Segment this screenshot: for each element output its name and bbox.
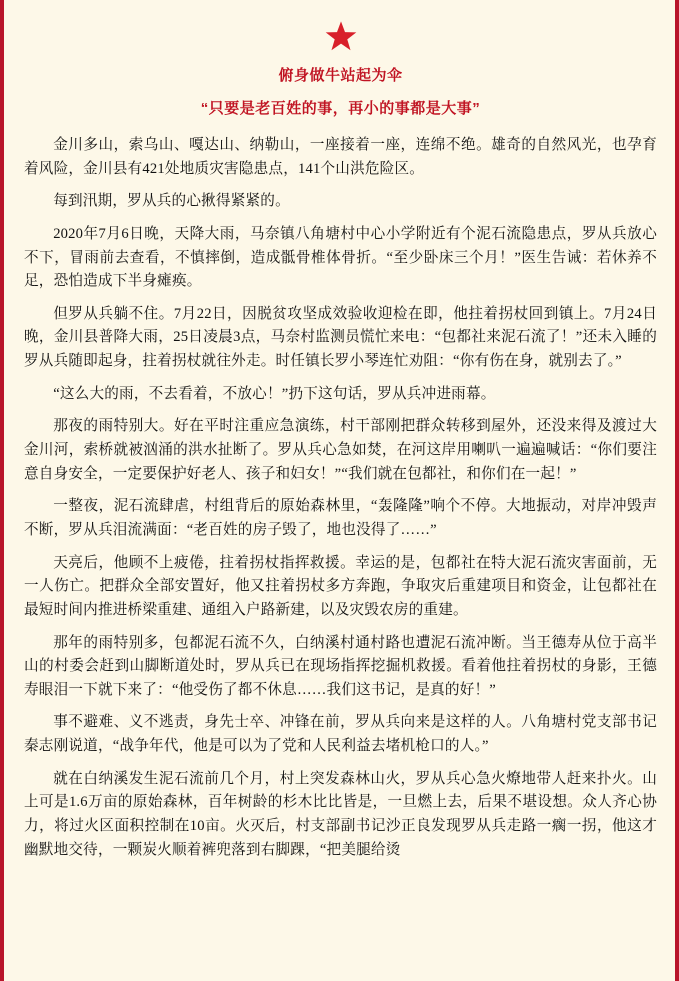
paragraph: 就在白纳溪发生泥石流前几个月，村上突发森林山火，罗从兵心急火燎地带人赶来扑火。山上可是1.6万亩的原始森林，百年树龄的杉木比比皆是，一旦燃上去，后果不堪设想。众人齐心协力，将过火区面积控制在10亩。火灭后，村支部副书记沙正良发现罗从兵走路一瘸一拐，他这才幽默地交待，一颗炭火顺着裤兜落到右脚踝，“把美腿给烫 [24,770,657,858]
page-title: 俯身做牛站起为伞 [278,67,403,84]
article-body [24,134,657,862]
paragraph: 但罗从兵躺不住。7月22日，因脱贫攻坚成效验收迎检在即，他拄着拐杖回到镇上。7月24日晚，金川县普降大雨，25日凌晨3点，马奈村监测员慌忙来电：“包都社来泥石流了！”还未入睡的罗从兵随即起身，拄着拐杖就往外走。时任镇长罗小琴连忙劝阻：“你有伤在身，就别去了。” [24,305,657,370]
paragraph: 那年的雨特别多，包都泥石流不久，白纳溪村通村路也遭泥石流冲断。当王德寿从位于高半山的村委会赶到山脚断道处时，罗从兵已在现场指挥挖掘机救援。看着他拄着拐杖的身影，王德寿眼泪一下就下来了：“他受伤了都不休息……我们这书记，是真的好！” [24,634,657,698]
paragraph: 天亮后，他顾不上疲倦，拄着拐杖指挥救援。幸运的是，包都社在特大泥石流灾害面前，无一人伤亡。把群众全部安置好，他又拄着拐杖多方奔跑，争取灾后重建项目和资金，让包都社在最短时间内推进桥梁重建、通组入户路新建，以及灾毁农房的重建。 [24,554,657,618]
paragraph: 2020年7月6日晚，天降大雨，马奈镇八角塘村中心小学附近有个泥石流隐患点，罗从兵放心不下，冒雨前去查看，不慎摔倒，造成骶骨椎体骨折。“至少卧床三个月！”医生告诫：若休养不足，恐怕造成下半身瘫痪。 [24,225,657,290]
paragraph: 那夜的雨特别大。好在平时注重应急演练，村干部刚把群众转移到屋外，还没来得及渡过大金川河，索桥就被汹涌的洪水扯断了。罗从兵心急如焚，在河这岸用喇叭一遍遍喊话：“你们要注意自身安全，一定要保护好老人、孩子和妇女！”“我们就在包都社，和你们在一起！” [24,418,657,482]
paragraph: 一整夜，泥石流肆虐，村组背后的原始森林里，“轰隆隆”响个不停。大地振动，对岸冲毁声不断，罗从兵泪流满面：“老百姓的房子毁了，地也没得了……” [24,498,657,538]
paragraph: “这么大的雨，不去看着，不放心！”扔下这句话，罗从兵冲进雨幕。 [53,385,496,402]
page-subtitle: “只要是老百姓的事，再小的事都是大事” [200,100,481,117]
red-star-icon [324,20,358,54]
paragraph: 金川多山，索乌山、嘎达山、纳勒山，一座接着一座，连绵不绝。雄奇的自然风光，也孕育着风险，金川县有421处地质灾害隐患点，141个山洪危险区。 [24,137,657,177]
paragraph: 每到汛期，罗从兵的心揪得紧紧的。 [53,193,290,210]
paragraph: 事不避难、义不逃责，身先士卒、冲锋在前，罗从兵向来是这样的人。八角塘村党支部书记秦志刚说道，“战争年代，他是可以为了党和人民利益去堵机枪口的人。” [24,714,657,755]
emblem-container [24,20,657,54]
